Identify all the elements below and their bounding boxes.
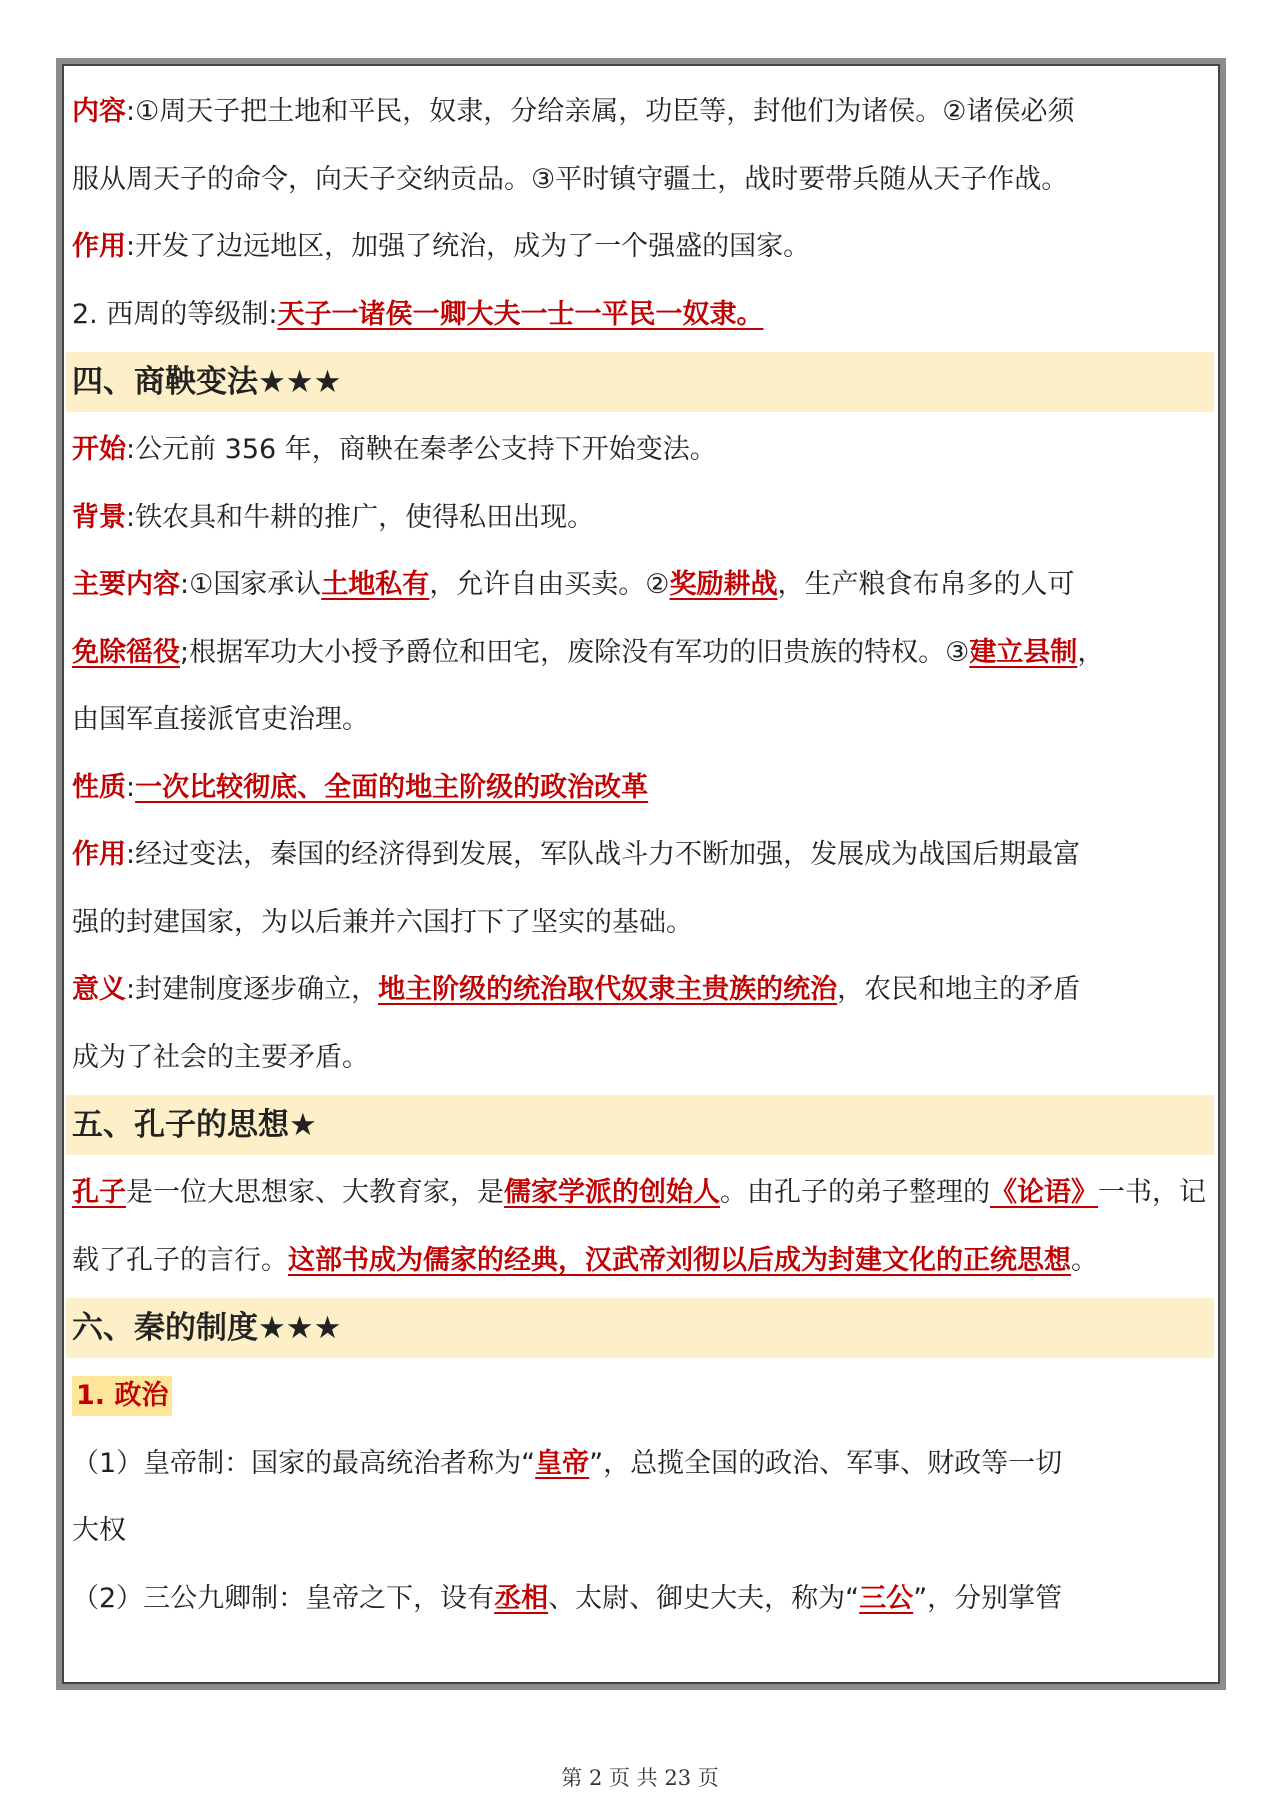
text: :①周天子把土地和平民，奴隶，分给亲属，功臣等，封他们为诸侯。②诸侯必须: [126, 96, 1075, 127]
text: 2. 西周的等级制:: [72, 298, 278, 330]
text: :开发了边远地区，加强了统治，成为了一个强盛的国家。: [126, 231, 811, 262]
text: :公元前 356 年，商鞅在秦孝公支持下开始变法。: [126, 434, 717, 465]
emphasis: 孔子: [72, 1177, 126, 1208]
text: （1）皇帝制：国家的最高统治者称为“: [72, 1447, 536, 1479]
content-line-2: [72, 146, 1208, 214]
label-significance: 意义: [72, 974, 126, 1005]
effect4-line-1: [72, 821, 1208, 889]
hierarchy-emphasis: 天子一诸侯一卿大夫一士一平民一奴隶。: [277, 298, 764, 330]
text: ;根据军功大小授予爵位和田宅，废除没有军功的旧贵族的特权。③: [180, 636, 970, 668]
page-number-footer: 第 2 页 共 23 页: [561, 1766, 719, 1790]
emphasis: 一次比较彻底、全面的地主阶级的政治改革: [135, 771, 649, 803]
label-content: 内容: [72, 96, 126, 127]
politics-subheading: 1. 政治: [72, 1376, 172, 1416]
text: ”，总揽全国的政治、军事、财政等一切: [589, 1447, 1063, 1479]
confucius-paragraph: [72, 1159, 1208, 1294]
text: （2）三公九卿制：皇帝之下，设有: [72, 1582, 495, 1614]
section-heading-4: 四、商鞅变法★★★: [66, 352, 1214, 412]
effect-line: [72, 213, 1208, 281]
emphasis: 丞相: [494, 1582, 549, 1614]
content-line-1: [72, 78, 1208, 146]
text: 服从周天子的命令，向天子交纳贡品。③平时镇守疆土，战时要带兵随从天子作战。: [72, 163, 1069, 195]
text: ，: [1077, 636, 1105, 668]
text: :①国家承认: [180, 569, 322, 600]
label-effect: 作用: [72, 231, 126, 262]
text: 是一位大思想家、大教育家，是: [126, 1177, 504, 1208]
politics-subheading-line: [72, 1362, 1208, 1430]
main-content-line-2: [72, 619, 1208, 687]
label-background: 背景: [72, 501, 126, 533]
text: 由国军直接派官吏治理。: [72, 704, 369, 735]
emphasis: 《论语》: [990, 1177, 1098, 1208]
text: :铁农具和牛耕的推广，使得私田出现。: [126, 501, 595, 533]
section-heading-5: 五、孔子的思想★: [66, 1095, 1214, 1155]
text: 成为了社会的主要矛盾。: [72, 1041, 369, 1073]
hierarchy-line: [72, 281, 1208, 349]
background-line: [72, 484, 1208, 552]
emphasis: 免除徭役: [72, 636, 180, 668]
section-heading-6: 六、秦的制度★★★: [66, 1298, 1214, 1358]
label-effect: 作用: [72, 839, 126, 870]
text: 、太尉、御史大夫，称为“: [548, 1582, 860, 1614]
emphasis: 皇帝: [535, 1447, 590, 1479]
text: 一书，记载了孔子的言行。: [72, 1177, 1206, 1276]
text: :: [126, 771, 136, 803]
main-content-line-1: [72, 551, 1208, 619]
significance-line-1: [72, 956, 1208, 1024]
label-nature: 性质: [72, 771, 126, 803]
main-content-line-3: [72, 686, 1208, 754]
emphasis: 这部书成为儒家的经典，汉武帝刘彻以后成为封建文化的正统思想: [288, 1244, 1071, 1276]
text: :封建制度逐步确立，: [126, 974, 379, 1005]
text: ，允许自由买卖。②: [429, 569, 670, 600]
emphasis: 儒家学派的创始人: [504, 1177, 720, 1208]
emphasis: 奖励耕战: [669, 569, 778, 600]
effect4-line-2: [72, 889, 1208, 957]
text: ”，分别掌管: [913, 1582, 1063, 1614]
document-body: [72, 78, 1208, 1632]
nature-line: [72, 754, 1208, 822]
emperor-line-1: [72, 1430, 1208, 1498]
start-line: [72, 416, 1208, 484]
emphasis: 建立县制: [969, 636, 1078, 668]
text: ，生产粮食布帛多的人可: [777, 569, 1075, 600]
emperor-line-2: [72, 1497, 1208, 1565]
emphasis: 土地私有: [321, 569, 430, 600]
text: :经过变法，秦国的经济得到发展，军队战斗力不断加强，发展成为战国后期最富: [126, 839, 1081, 870]
significance-line-2: [72, 1024, 1208, 1092]
three-dukes-line: [72, 1565, 1208, 1633]
text: 大权: [72, 1515, 126, 1546]
label-start: 开始: [72, 434, 126, 465]
text: 。由孔子的弟子整理的: [720, 1177, 990, 1208]
text: ，农民和地主的矛盾: [837, 974, 1081, 1005]
emphasis: 地主阶级的统治取代奴隶主贵族的统治: [378, 974, 838, 1005]
emphasis: 三公: [859, 1582, 914, 1614]
text: 强的封建国家，为以后兼并六国打下了坚实的基础。: [72, 906, 693, 938]
text: 。: [1071, 1244, 1098, 1276]
label-main-content: 主要内容: [72, 569, 180, 600]
